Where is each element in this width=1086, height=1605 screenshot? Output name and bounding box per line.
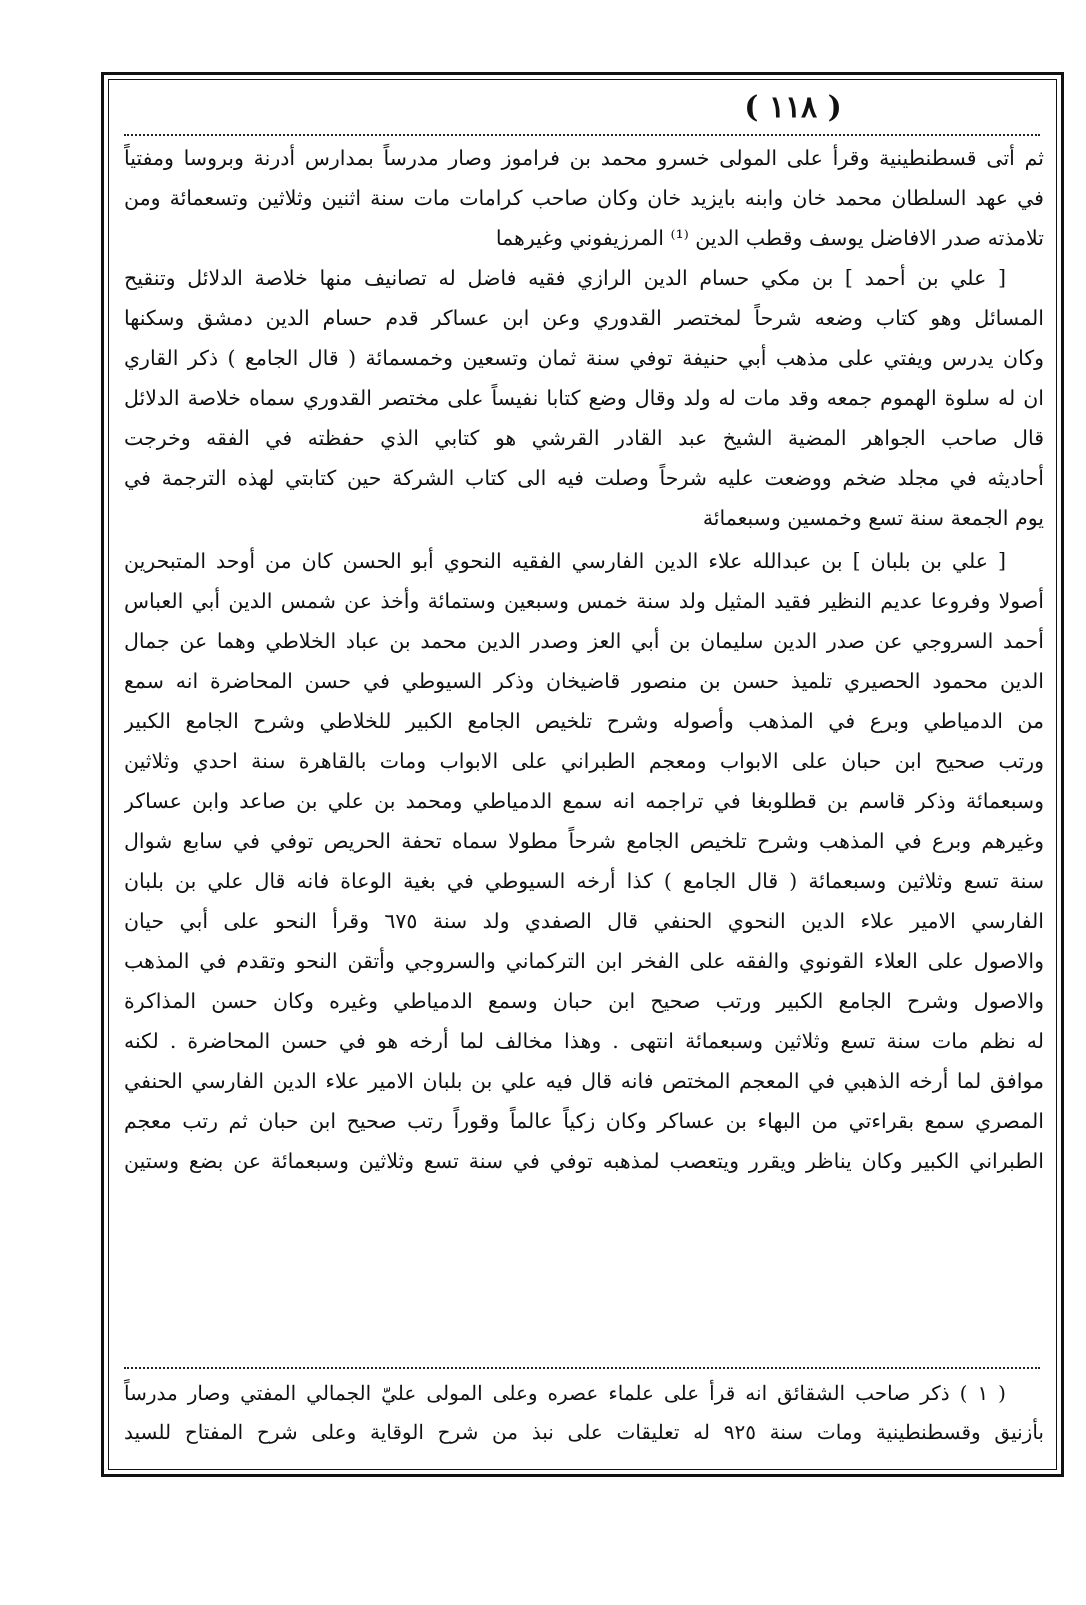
header-rule [124, 134, 1040, 136]
page-number: ( ١١٨ ) [744, 90, 842, 125]
text-line: أحمد السروجي عن صدر الدين سليمان بن أبي العز وصدر الدين محمد بن عباد الخلاطي وهما عن جمال [124, 629, 1044, 653]
footnote-rule [124, 1367, 1040, 1369]
text-line: يوم الجمعة سنة تسع وخمسين وسبعمائة [702, 506, 1044, 530]
text-line: المصري سمع بقراءتي من البهاء بن عساكر وكان زكياً عالماً وقوراً رتب صحيح ابن حبان ثم رتب معجم [124, 1109, 1044, 1133]
text-line: وكان يدرس ويفتي على مذهب أبي حنيفة توفي سنة ثمان وتسعين وخمسمائة ( قال الجامع ) ذكر القاري [124, 346, 1044, 370]
text-line: وغيرهم وبرع في المذهب وشرح تلخيص الجامع شرحاً مطولا سماه تحفة الحريص توفي في سابع شوال [124, 829, 1044, 853]
text-line: قال صاحب الجواهر المضية الشيخ عبد القادر القرشي هو كتابي الذي حفظته في الفقه وخرجت [124, 426, 1044, 450]
text-line: موافق لما أرخه الذهبي في المعجم المختص فانه قال فيه علي بن بلبان الامير علاء الدين الفارسي الحنفي [124, 1069, 1044, 1093]
text-line: الطبراني الكبير وكان يناظر ويقرر ويتعصب لمذهبه توفي في سنة تسع وثلاثين وسبعمائة عن بضع وستين [124, 1149, 1044, 1173]
text-line: والاصول على العلاء القونوي والفقه على الفخر ابن التركماني والسروجي وأتقن النحو وتقدم في المذهب [124, 949, 1044, 973]
text-line: في عهد السلطان محمد خان وابنه بايزيد خان وكان صاحب كرامات مات سنة اثنين وثلاثين وتسعمائة ومن [124, 186, 1044, 210]
text-line: وسبعمائة وذكر قاسم بن قطلوبغا في تراجمه انه سمع الدمياطي ومحمد بن علي بن صاعد وابن عساكر [124, 789, 1044, 813]
text-line: أصولا وفروعا عديم النظير فقيد المثيل ولد سنة خمس وسبعين وستمائة وأخذ عن شمس الدين أبي العباس [124, 589, 1044, 613]
text-line: أحاديثه في مجلد ضخم ووضعت عليه شرحاً وصلت فيه الى كتاب الشركة حين كتابتي لهذه الترجمة في [124, 466, 1044, 490]
text-line: ثم أتى قسطنطينية وقرأ على المولى خسرو محمد بن فراموز وصار مدرساً بمدارس أدرنة وبروسا ومفتياً [124, 146, 1044, 170]
footnote [124, 1374, 1044, 1452]
footnote-line: بأزنيق وقسطنطينية ومات سنة ٩٢٥ له تعليقات على نبذ من شرح الوقاية وعلى شرح المفتاح للسيد [124, 1420, 1044, 1444]
text-line: ورتب صحيح ابن حبان على الابواب ومعجم الطبراني على الابواب ومات بالقاهرة سنة احدي وثلاثين [124, 749, 1044, 773]
main-text [124, 138, 1044, 1181]
text-line: الفارسي الامير علاء الدين النحوي الحنفي قال الصفدي ولد سنة ٦٧٥ وقرأ النحو على أبي حيان [124, 909, 1044, 933]
text-line: سنة تسع وثلاثين وسبعمائة ( قال الجامع ) كذا أرخه السيوطي في بغية الوعاة فانه قال علي بن بلبان [124, 869, 1044, 893]
entry-heading-line: [ علي بن أحمد ] بن مكي حسام الدين الرازي فقيه فاضل له تصانيف منها خلاصة الدلائل وتنقيح [124, 266, 1006, 290]
text-line: من الدمياطي وبرع في المذهب وأصوله وشرح تلخيص الجامع الكبير للخلاطي وشرح الجامع الكبير [124, 709, 1044, 733]
text-line: والاصول وشرح الجامع الكبير ورتب صحيح ابن حبان وسمع الدمياطي وغيره وكان حسن المذاكرة [124, 989, 1044, 1013]
text-line: له نظم مات سنة تسع وثلاثين وسبعمائة انتهى . وهذا مخالف لما أرخه هو في حسن المحاضرة . لكنه [124, 1029, 1044, 1053]
text-line: المسائل وهو كتاب وضعه شرحاً لمختصر القدوري وعن ابن عساكر قدم حسام الدين دمشق وسكنها [124, 306, 1044, 330]
entry-heading-line: [ علي بن بلبان ] بن عبدالله علاء الدين الفارسي الفقيه النحوي أبو الحسن كان من أوحد المتبحرين [124, 549, 1006, 573]
text-line: الدين محمود الحصيري تلميذ حسن بن منصور قاضيخان وذكر السيوطي في حسن المحاضرة انه سمع [124, 669, 1044, 693]
footnote-line: ( ١ ) ذكر صاحب الشقائق انه قرأ على علماء عصره وعلى المولى عليّ الجمالي المفتي وصار مدرساً [124, 1381, 1006, 1405]
text-line: تلامذته صدر الافاضل يوسف وقطب الدين ⁽¹⁾ المرزيفوني وغيرهما [495, 226, 1044, 250]
text-line: ان له سلوة الهموم جمعه وقد مات له ولد وقال وضع كتابا نفيساً على مختصر القدوري سماه خلاصة الدلائل [124, 386, 1044, 410]
